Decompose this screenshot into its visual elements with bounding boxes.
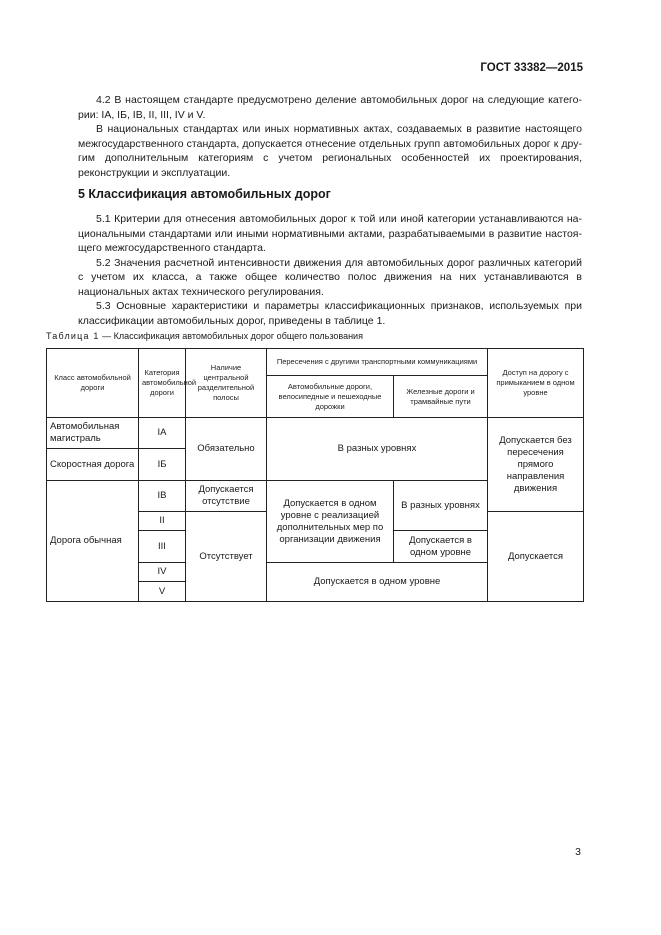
category-iv: IV	[139, 563, 186, 582]
header-median: Наличие центральной разделительной полосы	[186, 349, 267, 418]
class-expressway: Скоростная дорога	[47, 449, 139, 481]
table-caption	[46, 331, 363, 341]
document-code: ГОСТ 33382—2015	[480, 62, 583, 74]
clause-4-2-text: 4.2 В настоящем стандарте предусмотрено деление автомобильных дорог на следующие категории: IA, IБ, IB, II, III, IV и V.	[78, 94, 582, 121]
rail-different-levels: В разных уровнях	[394, 481, 488, 531]
class-ordinary: Дорога обычная	[47, 481, 139, 602]
category-ia: IA	[139, 418, 186, 449]
header-intersections: Пересечения с другими транспортными коммуникациями	[267, 349, 488, 376]
header-with-roads: Автомобильные дороги, велосипедные и пешеходные дорожки	[267, 376, 394, 418]
page-number: 3	[575, 846, 581, 858]
clause-4-2-note: В национальных стандартах или иных нормативных актах, создаваемых в развитие настоящего межгосударственного стандарта, допускается отнесение отдельных групп автомобильных дорог к другим дополнительным категориям с учетом региональных особенностей их проектирования, реконструкции и эксплуатации.	[78, 123, 582, 179]
access-allowed: Допускается	[488, 512, 584, 602]
clause-5-2: 5.2 Значения расчетной интенсивности движения для автомобильных дорог различных категорий с учетом их класса, а также общее количество полос движения на них устанавливаются в национальных актах технического регулирования.	[78, 256, 582, 298]
median-absent: Отсутствует	[186, 512, 267, 602]
median-required: Обязательно	[186, 418, 267, 481]
category-iii: III	[139, 531, 186, 563]
category-ii: II	[139, 512, 186, 531]
category-ib: IB	[139, 481, 186, 512]
intersections-different-levels: В разных уровнях	[267, 418, 488, 481]
roads-same-level-with-measures: Допускается в одном уровне с реализацией дополнительных мер по организации движения	[267, 481, 394, 563]
header-road-class: Класс автомобильной дороги	[47, 349, 139, 418]
median-absence-allowed: Допускается отсутствие	[186, 481, 267, 512]
table-caption-label: Таблица 1	[46, 331, 100, 341]
clause-4-2	[78, 93, 582, 180]
header-category: Категория автомобильной дороги	[139, 349, 186, 418]
clause-5-3: 5.3 Основные характеристики и параметры классификационных признаков, используемых при классификации автомобильных дорог, приведены в таблице 1.	[78, 300, 582, 327]
clause-5-1: 5.1 Критерии для отнесения автомобильных дорог к той или иной категории устанавливаются национальными стандартами или иными нормативными актами, разрабатываемыми в развитие настоящего межгосударственного стандарта.	[78, 213, 582, 254]
section-5-heading: 5 Классификация автомобильных дорог	[78, 187, 331, 201]
rail-same-level: Допускается в одном уровне	[394, 531, 488, 563]
section-5-body	[78, 212, 582, 328]
access-no-direct-crossing: Допускается без пересечения прямого направления движения	[488, 418, 584, 512]
table-caption-text: — Классификация автомобильных дорог общего пользования	[99, 331, 363, 341]
header-access: Доступ на дорогу с примыканием в одном уровне	[488, 349, 584, 418]
category-ib-cyr: IБ	[139, 449, 186, 481]
intersections-same-level: Допускается в одном уровне	[267, 563, 488, 602]
category-v: V	[139, 582, 186, 602]
classification-table	[46, 348, 584, 602]
class-motorway: Автомобильная магистраль	[47, 418, 139, 449]
header-with-rail: Железные дороги и трамвайные пути	[394, 376, 488, 418]
